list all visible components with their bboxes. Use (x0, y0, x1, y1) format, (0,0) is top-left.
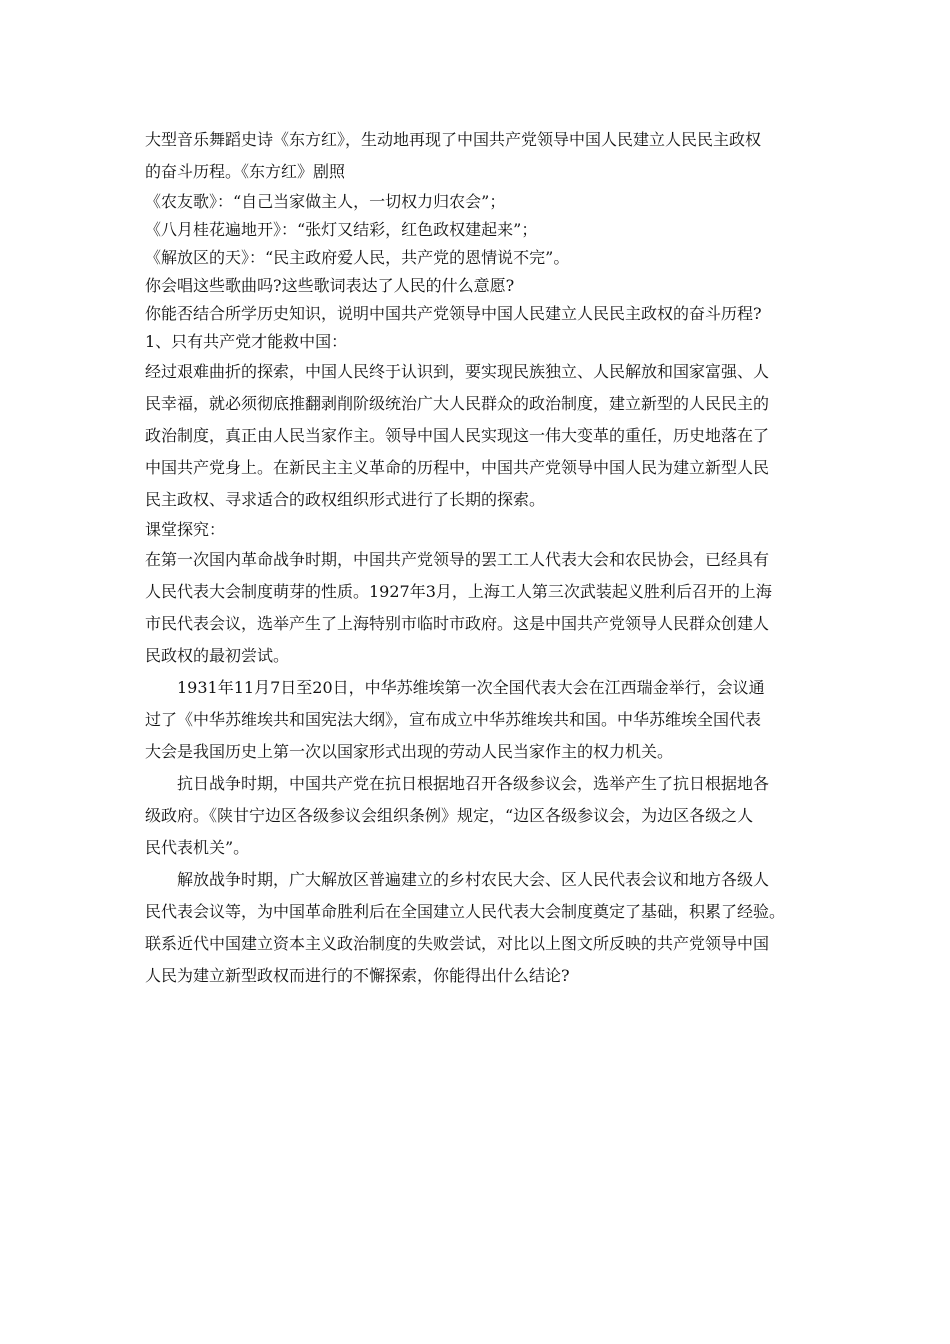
text-line: 大会是我国历史上第一次以国家形式出现的劳动人民当家作主的权力机关。 (145, 742, 674, 761)
text-line: 民主政权、寻求适合的政权组织形式进行了长期的探索。 (145, 490, 546, 509)
text-line: 你会唱这些歌曲吗?这些歌词表达了人民的什么意愿? (145, 276, 515, 295)
text-line: 在第一次国内革命战争时期，中国共产党领导的罢工工人代表大会和农民协会，已经具有 (145, 550, 770, 569)
text-line: 民代表会议等，为中国革命胜利后在全国建立人民代表大会制度奠定了基础，积累了经验。 (145, 902, 786, 921)
section-heading: 课堂探究： (145, 520, 226, 539)
text-line: 级政府。《陕甘宁边区各级参议会组织条例》规定，“边区各级参议会，为边区各级之人 (145, 806, 754, 825)
text-line: 你能否结合所学历史知识，说明中国共产党领导中国人民建立人民民主政权的奋斗历程? (145, 304, 762, 323)
text-line: 政治制度，真正由人民当家作主。领导中国人民实现这一伟大变革的重任，历史地落在了 (145, 426, 770, 445)
text-line: 解放战争时期，广大解放区普遍建立的乡村农民大会、区人民代表会议和地方各级人 (177, 870, 770, 889)
text-line: 《八月桂花遍地开》：“张灯又结彩，红色政权建起来”； (145, 220, 538, 239)
document-page (145, 124, 810, 992)
section-heading: 1、只有共产党才能救中国： (145, 332, 348, 351)
text-line: 过了《中华苏维埃共和国宪法大纲》，宣布成立中华苏维埃共和国。中华苏维埃全国代表 (145, 710, 762, 729)
text-line: 《农友歌》：“自己当家做主人，一切权力归农会”； (145, 192, 506, 211)
text-line: 人民代表大会制度萌芽的性质。1927年3月，上海工人第三次武装起义胜利后召开的上海 (145, 582, 772, 601)
text-line: 民政权的最初尝试。 (145, 646, 290, 665)
text-line: 《解放区的天》：“民主政府爱人民，共产党的恩情说不完”。 (145, 248, 570, 267)
text-line: 大型音乐舞蹈史诗《东方红》，生动地再现了中国共产党领导中国人民建立人民民主政权 (145, 130, 762, 149)
text-line: 人民为建立新型政权而进行的不懈探索，你能得出什么结论? (145, 966, 570, 985)
text-line: 市民代表会议，选举产生了上海特别市临时市政府。这是中国共产党领导人民群众创建人 (145, 614, 770, 633)
text-line: 经过艰难曲折的探索，中国人民终于认识到，要实现民族独立、人民解放和国家富强、人 (145, 362, 770, 381)
text-line: 抗日战争时期，中国共产党在抗日根据地召开各级参议会，选举产生了抗日根据地各 (177, 774, 770, 793)
text-line: 1931年11月7日至20日，中华苏维埃第一次全国代表大会在江西瑞金举行，会议通 (177, 678, 765, 697)
text-line: 中国共产党身上。在新民主主义革命的历程中，中国共产党领导中国人民为建立新型人民 (145, 458, 770, 477)
text-line: 民幸福，就必须彻底推翻剥削阶级统治广大人民群众的政治制度，建立新型的人民民主的 (145, 394, 770, 413)
text-line: 的奋斗历程。《东方红》剧照 (145, 162, 346, 181)
text-line: 联系近代中国建立资本主义政治制度的失败尝试，对比以上图文所反映的共产党领导中国 (145, 934, 770, 953)
text-line: 民代表机关”。 (145, 838, 250, 857)
